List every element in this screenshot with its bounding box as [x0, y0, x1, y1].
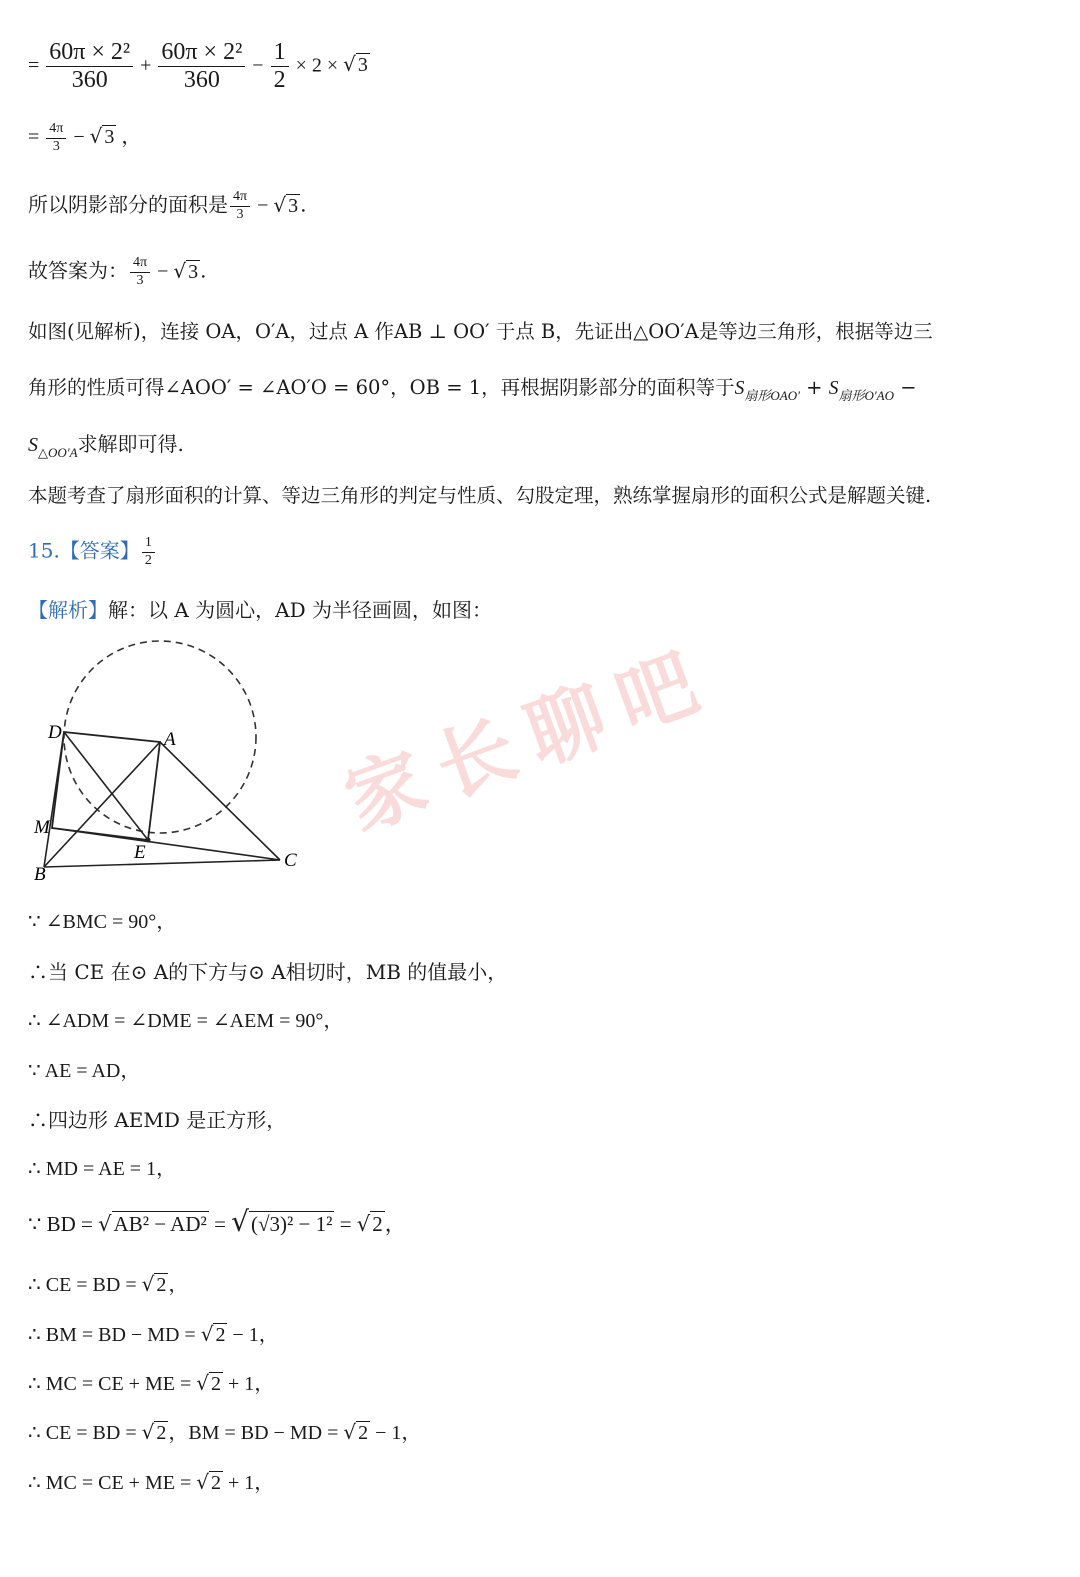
- dashed-circle: [64, 641, 256, 833]
- segment-bc: [44, 860, 280, 867]
- geometry-figure: [28, 640, 318, 890]
- label-e: E: [134, 842, 146, 863]
- hint-paragraph-line-3: $S_{\triangle OO'A}$求解即可得.: [28, 432, 184, 460]
- fraction-4pi-3: $\frac{4\pi}{3}$: [46, 122, 66, 154]
- step-5: ∴四边形 AEMD 是正方形，: [28, 1108, 287, 1132]
- step-1: ∵ ∠BMC = 90°，: [28, 911, 177, 933]
- step-6: ∴ MD = AE = 1，: [28, 1158, 177, 1180]
- label-b: B: [34, 864, 46, 885]
- label-d: D: [48, 722, 62, 743]
- answer-sentence: 故答案为： $\frac{4\pi}{3}$ − √ 3 .: [28, 255, 207, 288]
- minus-sign: −: [252, 54, 264, 77]
- step-8: ∴ CE = BD = √ 2 ，: [28, 1272, 189, 1296]
- segment-db: [44, 732, 64, 867]
- label-a: A: [164, 729, 176, 750]
- step-2: ∴当 CE 在⊙ A的下方与⊙ A相切时，MB 的值最小，: [28, 960, 508, 984]
- segment-de: [64, 732, 148, 840]
- label-m: M: [34, 817, 50, 838]
- formula-line-1: [28, 40, 370, 93]
- fraction-3: $\frac{1}{2}$: [271, 40, 289, 93]
- step-10: ∴ MC = CE + ME = √ 2 + 1，: [28, 1371, 275, 1395]
- segment-ac: [160, 742, 280, 860]
- analysis-label: 【解析】: [28, 598, 108, 622]
- analysis-intro: 【解析】解：以 A 为圆心，AD 为半径画圆，如图：: [28, 598, 492, 622]
- formula-line-2: = $\frac{4\pi}{3}$ − √ 3 ，: [28, 121, 142, 154]
- fraction-1: $\frac{\text{60π × 2²}}{360}$: [46, 40, 133, 93]
- hint-paragraph-line-1: 如图(见解析)，连接 OA，O′A，过点 A 作AB ⊥ OO′ 于点 B，先证出△OO′A是等边三角形，根据等边三: [28, 320, 933, 343]
- point-e: [146, 838, 151, 843]
- sqrt-expression: √ 3: [343, 52, 368, 77]
- step-7: ∵ BD = √AB² − AD² = √(√3)² − 1² = √2，: [28, 1205, 406, 1238]
- summary-sentence: 本题考查了扇形面积的计算、等边三角形的判定与性质、勾股定理，熟练掌握扇形的面积公式是解题关键.: [28, 484, 932, 507]
- label-c: C: [284, 850, 297, 871]
- formula-tail: × 2 ×: [295, 54, 339, 77]
- shaded-area-sentence: 所以阴影部分的面积是 $\frac{4\pi}{3}$ − √ 3 .: [28, 189, 307, 222]
- step-11: ∴ CE = BD = √ 2 ，BM = BD − MD = √ 2 − 1，: [28, 1420, 422, 1444]
- step-9: ∴ BM = BD − MD = √ 2 − 1，: [28, 1322, 279, 1346]
- step-12: ∴ MC = CE + ME = √ 2 + 1，: [28, 1470, 275, 1494]
- step-3: ∴ ∠ADM = ∠DME = ∠AEM = 90°，: [28, 1010, 344, 1032]
- answer-15: 15.【答案】 $\frac{1}{2}$: [28, 536, 157, 568]
- fraction-2: $\frac{\text{60π × 2²}}{360}$: [158, 40, 245, 93]
- hint-paragraph-line-2: 角形的性质可得∠AOO′ = ∠AO′O = 60°，OB = 1，再根据阴影部分的面积等于$S_{扇形OAO'} + S_{扇形O'AO}$ −: [28, 376, 917, 403]
- answer-label: 15.【答案】: [28, 538, 140, 563]
- watermark: 家长聊吧: [334, 632, 726, 848]
- plus-sign: +: [140, 54, 152, 77]
- step-4: ∵ AE = AD，: [28, 1060, 141, 1082]
- sqrt-3: √ 3: [89, 123, 115, 148]
- equals-sign: =: [28, 54, 40, 77]
